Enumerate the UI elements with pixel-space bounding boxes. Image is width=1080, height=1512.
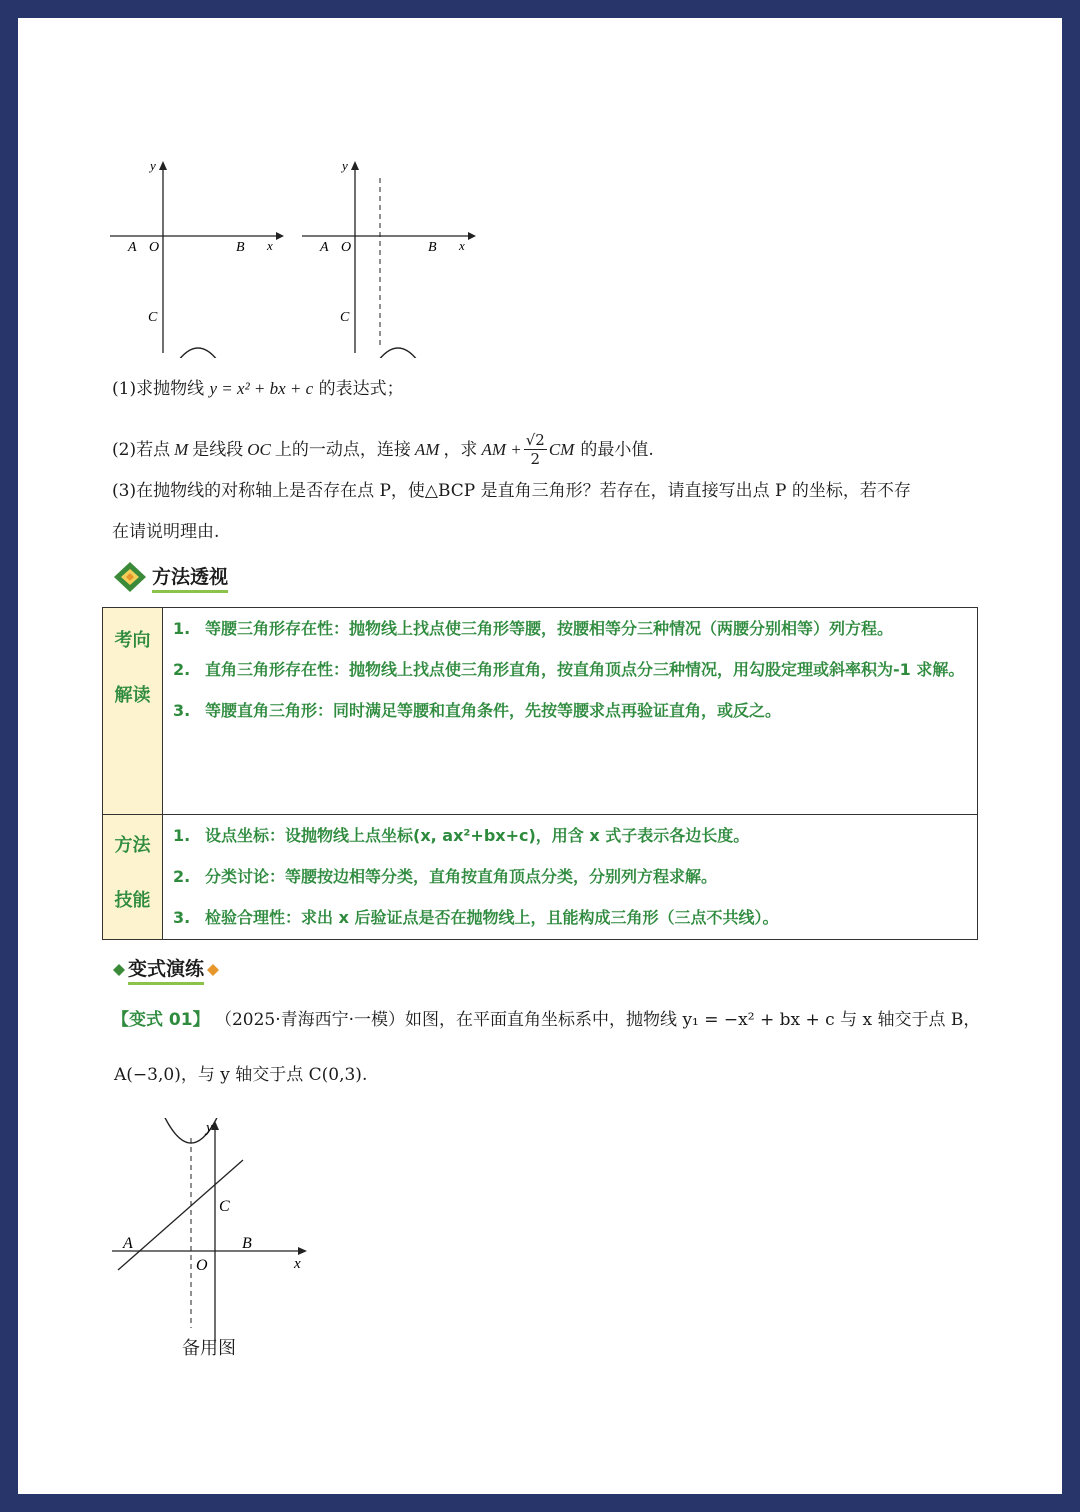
practice-section-header bbox=[112, 954, 220, 985]
method-table bbox=[102, 607, 978, 940]
practice-problem-line-1 bbox=[112, 1008, 980, 1032]
category-label: 方法 bbox=[114, 835, 151, 856]
x-axis-label: x bbox=[459, 238, 465, 253]
diamond-icon bbox=[112, 560, 152, 594]
point-a-label: A bbox=[123, 1235, 133, 1252]
origin-label: O bbox=[341, 240, 352, 255]
x-axis-label: x bbox=[267, 238, 273, 253]
point-a-label: A bbox=[128, 240, 137, 255]
method-item bbox=[173, 608, 967, 649]
q2-segment-oc: OC bbox=[247, 439, 271, 459]
method-row-2 bbox=[103, 815, 978, 940]
point-a-label: A bbox=[320, 240, 329, 255]
question-3-line-2: 在请说明理由. bbox=[112, 522, 220, 542]
parabola-graph-1 bbox=[108, 158, 288, 358]
item-text: 直角三角形存在性：抛物线上找点使三角形直角，按直角顶点分三种情况，用勾股定理或斜率积为-1 求解。 bbox=[205, 660, 965, 679]
fraction-numerator: √2 bbox=[525, 431, 545, 449]
x-axis-label: x bbox=[294, 1256, 301, 1272]
category-cell-1 bbox=[103, 608, 163, 815]
item-number: 1. bbox=[173, 619, 191, 638]
category-label: 技能 bbox=[114, 890, 151, 911]
item-text: 检验合理性：求出 x 后验证点是否在抛物线上，且能构成三角形（三点不共线）。 bbox=[205, 908, 779, 927]
parabola-graph-2 bbox=[300, 158, 480, 358]
practice-text: （2025·青海西宁·一模）如图，在平面直角坐标系中，抛物线 y₁ = −x² + bx + c 与 x 轴交于点 B， bbox=[214, 1010, 981, 1030]
category-label: 解读 bbox=[114, 685, 151, 706]
point-b-label: B bbox=[428, 240, 437, 255]
item-number: 2. bbox=[173, 660, 191, 679]
q2-text: 上的一动点，连接 bbox=[274, 439, 411, 460]
worksheet-page bbox=[18, 18, 1062, 1494]
point-c-label: C bbox=[148, 310, 158, 325]
variant-tag: 【变式 01】 bbox=[112, 1010, 210, 1030]
category-label: 考向 bbox=[114, 630, 151, 651]
item-number: 1. bbox=[173, 826, 191, 845]
method-item bbox=[173, 815, 967, 856]
q1-formula: y = x² + bx + c bbox=[209, 379, 314, 398]
y-axis-label: y bbox=[342, 158, 348, 173]
practice-problem-line-2: A(−3,0)，与 y 轴交于点 C(0,3). bbox=[114, 1065, 368, 1085]
q2-segment-cm: CM bbox=[548, 439, 575, 459]
method-section-title: 方法透视 bbox=[152, 562, 228, 593]
method-item bbox=[173, 690, 967, 731]
green-diamond-icon bbox=[112, 963, 126, 977]
q2-suffix: 的最小值. bbox=[580, 439, 654, 460]
line-ac bbox=[118, 1160, 243, 1270]
point-b-label: B bbox=[242, 1235, 252, 1252]
orange-diamond-icon bbox=[206, 963, 220, 977]
q2-point-m: M bbox=[174, 439, 189, 459]
item-text: 等腰三角形存在性：抛物线上找点使三角形等腰，按腰相等分三种情况（两腰分别相等）列方程。 bbox=[205, 619, 894, 638]
origin-label: O bbox=[196, 1257, 208, 1274]
q2-text: ，求 bbox=[443, 439, 478, 460]
content-cell-2 bbox=[163, 815, 978, 940]
practice-section-title: 变式演练 bbox=[128, 954, 204, 985]
method-row-1 bbox=[103, 608, 978, 815]
y-axis-label: y bbox=[206, 1120, 213, 1136]
question-1 bbox=[112, 377, 404, 401]
q1-suffix: 的表达式； bbox=[318, 379, 404, 399]
point-b-label: B bbox=[236, 240, 245, 255]
fraction-denominator: 2 bbox=[530, 450, 541, 468]
point-c-label: C bbox=[219, 1198, 230, 1215]
q2-fraction bbox=[524, 431, 547, 468]
question-2 bbox=[112, 431, 654, 468]
q1-prefix: (1)求抛物线 bbox=[112, 379, 205, 399]
y-axis-label: y bbox=[150, 158, 156, 173]
category-cell-2 bbox=[103, 815, 163, 940]
q2-text: 是线段 bbox=[192, 439, 244, 460]
item-number: 2. bbox=[173, 867, 191, 886]
point-c-label: C bbox=[340, 310, 350, 325]
method-item bbox=[173, 897, 967, 938]
question-3-line-1: (3)在抛物线的对称轴上是否存在点 P，使△BCP 是直角三角形？若存在，请直接写出点 P 的坐标，若不存 bbox=[112, 481, 911, 501]
q2-prefix: (2)若点 bbox=[112, 439, 171, 460]
origin-label: O bbox=[149, 240, 160, 255]
figure-caption: 备用图 bbox=[182, 1338, 236, 1359]
item-number: 3. bbox=[173, 908, 191, 927]
q2-expression: AM + bbox=[481, 439, 522, 459]
item-number: 3. bbox=[173, 701, 191, 720]
method-item bbox=[173, 856, 967, 897]
q2-segment-am: AM bbox=[414, 439, 440, 459]
item-text: 分类讨论：等腰按边相等分类，直角按直角顶点分类，分别列方程求解。 bbox=[205, 867, 718, 886]
practice-figure bbox=[110, 1118, 320, 1348]
method-section-header bbox=[112, 560, 228, 594]
item-text: 设点坐标：设抛物线上点坐标(x, ax²+bx+c)，用含 x 式子表示各边长度。 bbox=[205, 826, 750, 845]
item-text: 等腰直角三角形：同时满足等腰和直角条件，先按等腰求点再验证直角，或反之。 bbox=[205, 701, 782, 720]
content-cell-1 bbox=[163, 608, 978, 815]
method-item bbox=[173, 649, 967, 690]
